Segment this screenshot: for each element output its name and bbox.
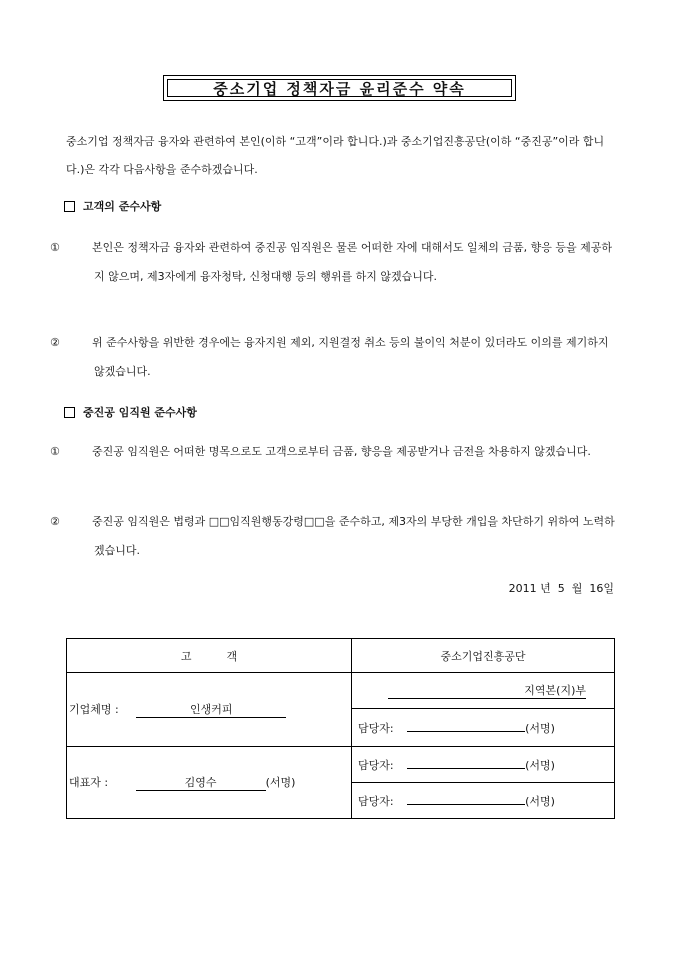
- section2-heading: [64, 404, 197, 420]
- branch-label: 지역본(지)부: [388, 682, 586, 699]
- company-label: 기업체명 :: [69, 703, 119, 716]
- manager-sign-line[interactable]: [407, 792, 525, 805]
- sign-label: (서명): [525, 722, 555, 735]
- section2-title: 중진공 임직원 준수사항: [83, 406, 197, 419]
- page-title: 중소기업 정책자금 윤리준수 약속: [167, 79, 512, 97]
- company-cell: [67, 673, 352, 747]
- section1-heading: [64, 198, 161, 214]
- item-text: 위 준수사항을 위반한 경우에는 융자지원 제외, 지원결정 취소 등의 불이익 처분이 있더라도 이의를 제기하지 않겠습니다.: [92, 336, 609, 378]
- manager-sign-line[interactable]: [407, 719, 525, 732]
- manager-label: 담당자:: [358, 759, 394, 772]
- section1-title: 고객의 준수사항: [83, 200, 162, 213]
- date: 2011 년 5 월 16일: [508, 582, 614, 595]
- section2-item-1: [50, 437, 616, 466]
- sign-label: (서명): [525, 759, 555, 772]
- rep-label: 대표자 :: [69, 776, 109, 789]
- company-name: 인생커피: [136, 701, 286, 718]
- item-number: ②: [50, 336, 60, 349]
- item-number: ②: [50, 515, 60, 528]
- manager-cell-3: [352, 783, 615, 819]
- signature-table: [66, 638, 615, 819]
- branch-cell: [352, 673, 615, 709]
- sign-label: (서명): [525, 795, 555, 808]
- section1-item-1: [50, 233, 616, 291]
- agency-header: 중소기업진흥공단: [352, 639, 615, 673]
- manager-sign-line[interactable]: [407, 756, 525, 769]
- item-text: 본인은 정책자금 융자와 관련하여 중진공 임직원은 물론 어떠한 자에 대해서도 일체의 금품, 향응 등을 제공하지 않으며, 제3자에게 융자청탁, 신청대행 등의 행위를 하지 않겠습니다.: [92, 241, 612, 283]
- manager-label: 담당자:: [358, 722, 394, 735]
- item-text: 중진공 임직원은 법령과 □□임직원행동강령□□을 준수하고, 제3자의 부당한 개입을 차단하기 위하여 노력하겠습니다.: [92, 515, 615, 557]
- rep-name: 김영수: [136, 774, 266, 791]
- section1-item-2: [50, 328, 616, 386]
- manager-cell-1: [352, 709, 615, 747]
- item-number: ①: [50, 445, 60, 458]
- title-frame: [163, 75, 516, 101]
- manager-label: 담당자:: [358, 795, 394, 808]
- checkbox-icon: [64, 407, 75, 418]
- item-text: 중진공 임직원은 어떠한 명목으로도 고객으로부터 금품, 향응을 제공받거나 금전을 차용하지 않겠습니다.: [92, 445, 591, 458]
- intro-paragraph: 중소기업 정책자금 융자와 관련하여 본인(이하 “고객”이라 합니다.)과 중소기업진흥공단(이하 “중진공”이라 합니다.)은 각각 다음사항을 준수하겠습니다.: [66, 135, 605, 176]
- representative-cell: [67, 747, 352, 819]
- checkbox-icon: [64, 201, 75, 212]
- item-number: ①: [50, 241, 60, 254]
- rep-sign-label: (서명): [265, 776, 296, 789]
- customer-header: 고 객: [67, 639, 352, 673]
- manager-cell-2: [352, 747, 615, 783]
- section2-item-2: [50, 507, 616, 565]
